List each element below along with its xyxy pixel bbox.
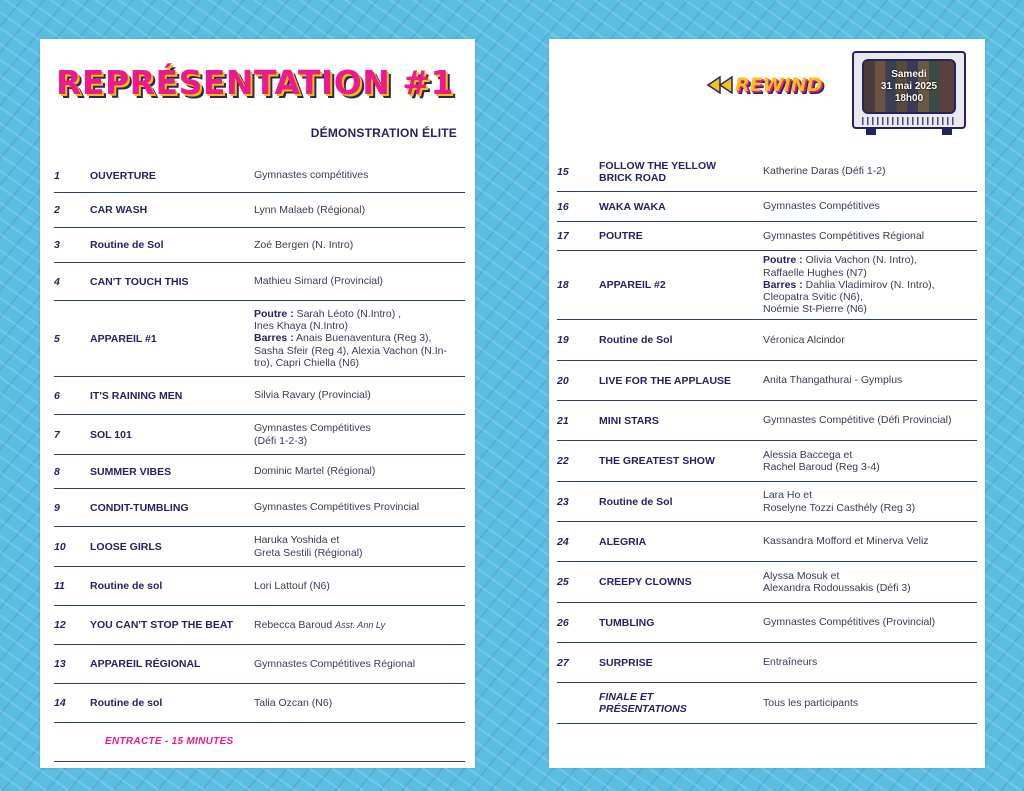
row-number: 21 [557,414,569,427]
performers [763,570,977,594]
poutre-label: Poutre : [254,307,294,320]
performers-line: Gymnastes Compétitives [254,422,371,435]
row-number: 18 [557,279,569,291]
row-number: 22 [557,455,569,467]
performers-line: Roselyne Tozzi Casthély (Reg 3) [763,501,916,514]
performers-line: tro), Capri Chiella (N6) [254,356,360,369]
performance-title: SURPRISE [599,656,653,669]
performers: Gymnastes Compétitives Régional [254,657,416,670]
program-row [557,401,977,441]
title-line: FOLLOW THE YELLOW [599,159,717,172]
row-number: 11 [54,580,65,592]
performance-title: LIVE FOR THE APPLAUSE [599,374,732,387]
divider [54,761,465,762]
rewind-logo [707,74,822,96]
performance-title: Routine de sol [90,697,163,709]
page-subtitle: DÉMONSTRATION ÉLITE [310,126,457,140]
performers: Anita Thangathurai - Gymplus [763,374,903,387]
performers [763,254,977,315]
row-number: 27 [557,656,569,669]
performers: Gymnastes Compétitive (Défi Provincial) [763,414,952,427]
rewind-label: REWIND [735,74,823,96]
barres-performers: Dahlia Vladimirov (N. Intro), [805,278,935,291]
row-number: 15 [557,165,569,178]
performance-title: Routine de Sol [599,495,673,508]
performance-title: SUMMER VIBES [90,465,172,478]
program-row [54,489,465,527]
performance-title: LOOSE GIRLS [90,540,162,553]
program-row [54,684,465,723]
row-number: 7 [54,428,60,441]
performance-title: CONDIT-TUMBLING [90,501,189,514]
program-row [54,159,465,193]
poutre-performers: Sarah Léoto (N.Intro) , [296,307,402,320]
row-number: 23 [557,495,569,508]
performers-line: Greta Sestili (Régional) [254,546,363,559]
performance-title: POUTRE [599,230,643,242]
tv-body [852,51,966,129]
row-number: 24 [557,535,569,548]
assistant-note: Asst. Ann Ly [335,619,386,630]
row-number: 10 [54,540,66,553]
row-number: 9 [54,501,60,514]
performers-line: Alyssa Mosuk et [763,569,840,582]
program-row [54,606,465,645]
row-number: 6 [54,389,60,402]
performers: Mathieu Simard (Provincial) [254,275,383,288]
performers: Entraîneurs [763,656,818,669]
program-row [557,222,977,251]
program-row [557,603,977,643]
program-list-right [557,152,977,724]
performers-line: Raffaelle Hughes (N7) [763,266,867,279]
poutre-label: Poutre : [763,254,803,267]
event-day: Samedi [891,68,927,80]
performance-title: Routine de Sol [599,334,673,346]
program-row [557,441,977,482]
performers: Gymnastes Compétitives Régional [763,229,925,242]
performers: Gymnastes Compétitives Provincial [254,501,420,514]
performance-title: MINI STARS [599,414,659,427]
performers-line: Lara Ho et [763,489,813,502]
program-row [557,361,977,401]
barres-performers: Anais Buenaventura (Reg 3), [296,332,432,345]
performers-line: Haruka Yoshida et [254,534,340,547]
row-number: 2 [54,204,60,216]
program-page-right [549,39,985,768]
tv-speaker-grille [862,117,956,125]
performance-title: CAR WASH [90,204,148,216]
performers-line: Noémie St-Pierre (N6) [763,303,867,316]
rewind-icon [707,76,733,94]
performance-title: ALEGRIA [599,535,647,548]
row-number: 20 [557,374,569,387]
performance-title: CAN'T TOUCH THIS [90,275,189,288]
program-row [54,377,465,415]
performers-line: Cleopatra Svitic (N6), [763,291,863,304]
performers: Gymnastes compétitives [254,169,369,182]
performers-line: (Défi 1-2-3) [254,434,308,447]
performers: Talia Ozcan (N6) [254,696,333,709]
row-number: 12 [54,619,66,631]
row-number: 19 [557,334,569,346]
performers: Gymnastes Compétitives (Provincial) [763,616,936,629]
row-number: 26 [557,616,569,629]
performance-title: OUVERTURE [90,169,156,182]
program-row [54,455,465,489]
program-row [557,251,977,320]
program-row [557,522,977,562]
program-row [557,192,977,222]
program-row [557,152,977,192]
performers-line: Rebecca Baroud [254,618,333,631]
row-number: 25 [557,576,569,588]
barres-label: Barres : [763,278,803,291]
event-date: 31 mai 2025 [880,80,938,92]
program-row [54,567,465,606]
performers [254,619,465,631]
row-number: 14 [54,697,66,709]
performers: Kassandra Mofford et Minerva Veliz [763,535,929,548]
program-row [557,562,977,603]
performance-title: SOL 101 [90,428,132,441]
performers: Tous les participants [763,696,859,709]
program-row [54,228,465,263]
poutre-performers: Olivia Vachon (N. Intro), [805,254,917,267]
program-row [54,527,465,567]
row-number: 16 [557,200,569,213]
program-row [54,263,465,301]
performance-title: CREEPY CLOWNS [599,576,692,588]
performers: Véronica Alcindor [763,333,845,346]
barres-label: Barres : [254,332,294,345]
row-number: 8 [54,465,60,478]
performance-title: YOU CAN'T STOP THE BEAT [90,619,234,631]
performers: Lori Lattouf (N6) [254,579,330,592]
performers-line: Rachel Baroud (Reg 3-4) [763,461,880,473]
performers-line: Alessia Baccega et [763,448,853,461]
performance-title [599,691,763,715]
intermission-label: ENTRACTE - 15 MINUTES [105,736,234,747]
performance-title: APPAREIL #2 [599,279,666,291]
row-number: 1 [54,169,60,182]
program-row [54,301,465,377]
row-number: 17 [557,230,569,242]
performers-line: Alexandra Rodoussakis (Défi 3) [763,582,911,594]
performance-title: Routine de sol [90,580,163,592]
performers: Katherine Daras (Défi 1-2) [763,165,886,178]
performers [254,308,465,369]
event-time: 18h00 [894,92,924,104]
performers: Silvia Ravary (Provincial) [254,389,371,402]
program-page-left [40,39,475,768]
performance-title: Routine de Sol [90,239,164,251]
page-title: REPRÉSENTATION #1 [56,63,455,102]
performers: Dominic Martel (Régional) [254,465,376,478]
performance-title [599,160,763,184]
performers [763,449,977,473]
row-number: 3 [54,239,60,251]
title-line: BRICK ROAD [599,171,667,184]
program-row [54,193,465,228]
performers [254,422,465,446]
performers [763,489,977,513]
program-list-left [54,159,465,723]
performers [254,534,465,558]
performers: Zoé Bergen (N. Intro) [254,238,354,251]
performers-line: Sasha Sfeir (Reg 4), Alexia Vachon (N.In- [254,344,447,357]
performance-title: IT'S RAINING MEN [90,389,183,402]
retro-tv-icon [852,51,966,137]
performance-title: APPAREIL RÉGIONAL [90,658,201,670]
program-row [557,643,977,683]
performance-title: WAKA WAKA [599,200,666,213]
program-row [557,683,977,724]
tv-leg [942,128,952,135]
title-line: FINALE ET [599,691,654,703]
performers: Gymnastes Compétitives [763,200,880,213]
row-number: 4 [54,275,60,288]
tv-leg [866,128,876,135]
performance-title: TUMBLING [599,616,655,629]
performers-line: Ines Khaya (N.Intro) [254,320,348,333]
row-number: 5 [54,332,60,345]
row-number: 13 [54,658,66,670]
tv-screen [862,59,956,114]
program-row [557,482,977,522]
performance-title: THE GREATEST SHOW [599,455,715,467]
title-line: PRÉSENTATIONS [599,703,687,715]
program-row [557,320,977,361]
performance-title: APPAREIL #1 [90,332,157,345]
program-row [54,645,465,684]
program-row [54,415,465,455]
performers: Lynn Malaeb (Régional) [254,203,366,216]
